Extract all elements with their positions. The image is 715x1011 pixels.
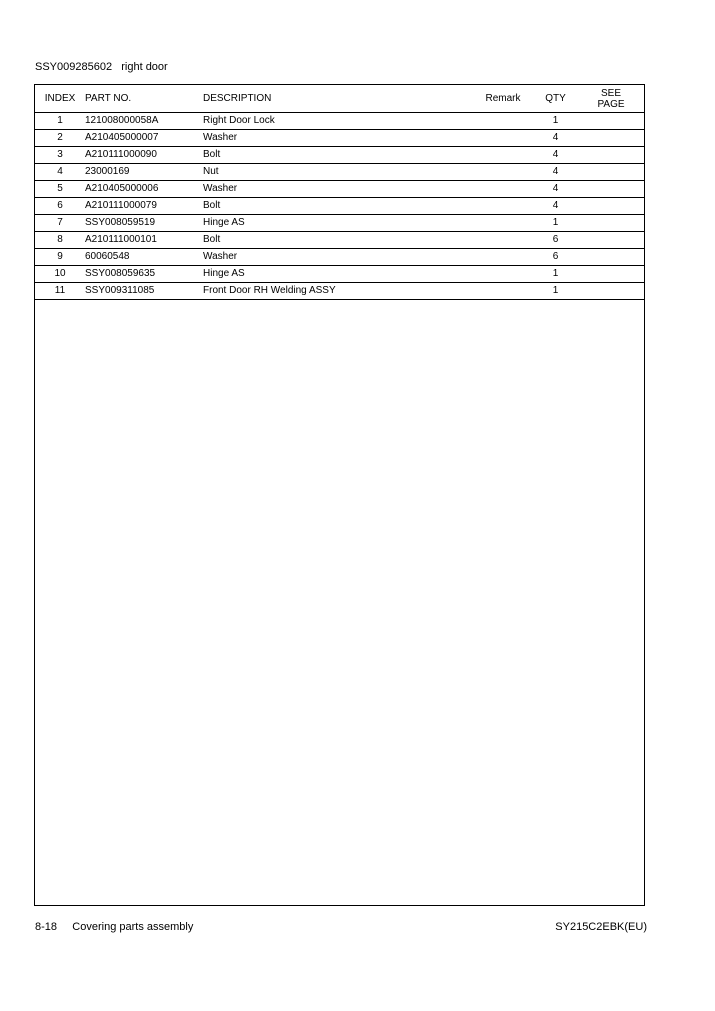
table-header-row: [35, 85, 644, 113]
cell-qty: 1: [533, 266, 578, 283]
table-row: [35, 232, 644, 249]
col-header-part-no: PART NO.: [85, 85, 203, 113]
cell-index: 7: [35, 215, 85, 232]
cell-qty: 4: [533, 198, 578, 215]
table-row: [35, 198, 644, 215]
cell-part-no: A210405000006: [85, 181, 203, 198]
cell-part-no: 121008000058A: [85, 113, 203, 130]
table-row: [35, 266, 644, 283]
col-header-remark: Remark: [473, 85, 533, 113]
cell-part-no: SSY008059635: [85, 266, 203, 283]
document-title: SSY009285602 right door: [35, 61, 168, 73]
table-row: [35, 113, 644, 130]
table-row: [35, 249, 644, 266]
cell-part-no: SSY008059519: [85, 215, 203, 232]
cell-qty: 4: [533, 181, 578, 198]
cell-part-no: A210111000079: [85, 198, 203, 215]
cell-see-page: [578, 113, 644, 130]
cell-part-no: A210111000090: [85, 147, 203, 164]
cell-remark: [473, 198, 533, 215]
cell-description: Nut: [203, 164, 473, 181]
cell-see-page: [578, 130, 644, 147]
cell-remark: [473, 113, 533, 130]
cell-description: Washer: [203, 130, 473, 147]
cell-description: Washer: [203, 181, 473, 198]
cell-qty: 4: [533, 147, 578, 164]
cell-index: 3: [35, 147, 85, 164]
cell-part-no: SSY009311085: [85, 283, 203, 300]
cell-index: 11: [35, 283, 85, 300]
cell-description: Front Door RH Welding ASSY: [203, 283, 473, 300]
cell-see-page: [578, 232, 644, 249]
cell-index: 10: [35, 266, 85, 283]
cell-remark: [473, 215, 533, 232]
cell-qty: 4: [533, 130, 578, 147]
table-row: [35, 215, 644, 232]
cell-remark: [473, 181, 533, 198]
cell-description: Hinge AS: [203, 215, 473, 232]
col-header-see-line1: SEE: [600, 87, 621, 99]
cell-description: Washer: [203, 249, 473, 266]
cell-part-no: A210111000101: [85, 232, 203, 249]
table-row: [35, 283, 644, 300]
table-row: [35, 164, 644, 181]
cell-remark: [473, 283, 533, 300]
col-header-description: DESCRIPTION: [203, 85, 473, 113]
parts-table: [35, 85, 644, 300]
parts-list-frame: [34, 84, 645, 906]
cell-qty: 6: [533, 232, 578, 249]
col-header-qty: QTY: [533, 85, 578, 113]
table-row: [35, 147, 644, 164]
cell-see-page: [578, 181, 644, 198]
cell-remark: [473, 266, 533, 283]
cell-index: 4: [35, 164, 85, 181]
cell-see-page: [578, 266, 644, 283]
cell-remark: [473, 130, 533, 147]
cell-remark: [473, 232, 533, 249]
cell-qty: 6: [533, 249, 578, 266]
cell-description: Hinge AS: [203, 266, 473, 283]
cell-qty: 1: [533, 215, 578, 232]
cell-see-page: [578, 249, 644, 266]
cell-description: Bolt: [203, 198, 473, 215]
cell-part-no: A210405000007: [85, 130, 203, 147]
cell-qty: 1: [533, 113, 578, 130]
cell-index: 8: [35, 232, 85, 249]
cell-remark: [473, 164, 533, 181]
cell-part-no: 60060548: [85, 249, 203, 266]
cell-remark: [473, 249, 533, 266]
table-row: [35, 181, 644, 198]
col-header-index: INDEX: [35, 85, 85, 113]
cell-see-page: [578, 283, 644, 300]
table-row: [35, 130, 644, 147]
cell-index: 1: [35, 113, 85, 130]
cell-qty: 1: [533, 283, 578, 300]
cell-see-page: [578, 198, 644, 215]
col-header-see-line2: PAGE: [597, 98, 625, 110]
cell-description: Right Door Lock: [203, 113, 473, 130]
cell-see-page: [578, 215, 644, 232]
cell-remark: [473, 147, 533, 164]
cell-part-no: 23000169: [85, 164, 203, 181]
cell-index: 6: [35, 198, 85, 215]
cell-description: Bolt: [203, 232, 473, 249]
cell-index: 2: [35, 130, 85, 147]
cell-qty: 4: [533, 164, 578, 181]
cell-see-page: [578, 164, 644, 181]
cell-description: Bolt: [203, 147, 473, 164]
footer-section-label: 8-18 Covering parts assembly: [35, 921, 194, 933]
cell-index: 5: [35, 181, 85, 198]
cell-see-page: [578, 147, 644, 164]
footer-model-code: SY215C2EBK(EU): [555, 921, 647, 933]
cell-index: 9: [35, 249, 85, 266]
col-header-see-page: [578, 85, 644, 113]
